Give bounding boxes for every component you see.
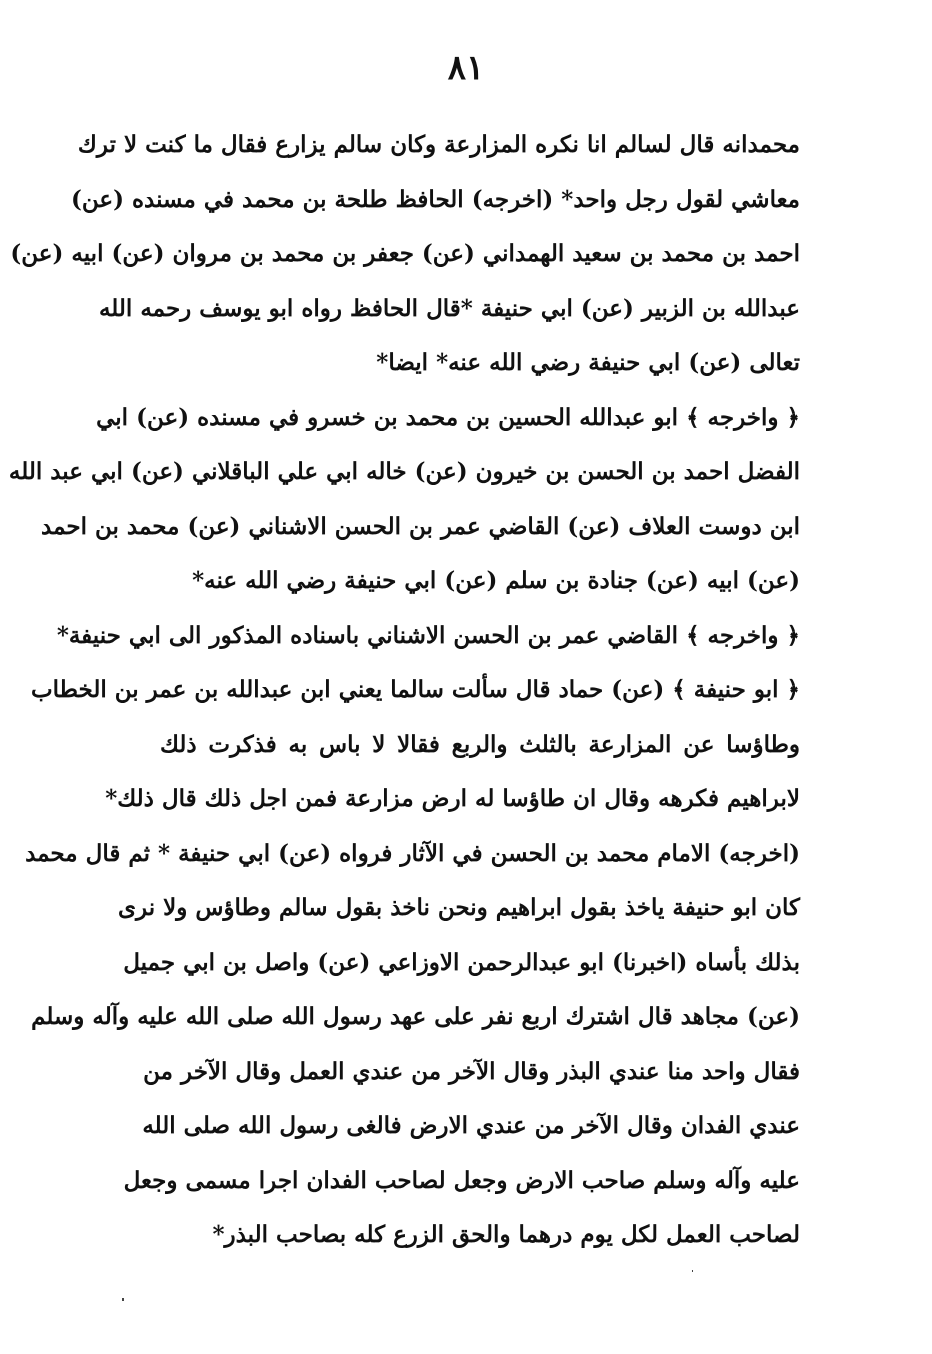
text-line: عبدالله بن الزبير (عن) ابي حنيفة *قال الحافظ رواه ابو يوسف رحمه الله	[98, 294, 800, 322]
text-line: احمد بن محمد بن سعيد الهمداني (عن) جعفر بن محمد بن مروان (عن) ابيه (عن)	[10, 240, 800, 267]
text-line: لصاحب العمل لكل يوم درهما والحق الزرع كله بصاحب البذر*	[212, 1221, 800, 1248]
text-line: ﴿ واخرجه ﴾ القاضي عمر بن الحسن الاشناني باسناده المذكور الى ابي حنيفة*	[56, 621, 800, 649]
text-line: وطاؤسا عن المزارعة بالثلث والربع فقالا لا باس به فذكرت ذلك	[160, 730, 800, 758]
text-line: محمدانه قال لسالم انا نكره المزارعة وكان سالم يزارع فقال ما كنت لا ترك	[77, 131, 800, 158]
text-line: ﴿ واخرجه ﴾ ابو عبدالله الحسين بن محمد بن خسرو في مسنده (عن) ابي	[96, 403, 800, 431]
page-number: ٨١	[447, 48, 485, 88]
text-line: تعالى (عن) ابي حنيفة رضي الله عنه* ايضا*	[376, 349, 800, 376]
scan-speck	[122, 1298, 124, 1301]
text-line: فقال واحد منا عندي البذر وقال الآخر من عندي العمل وقال الآخر من	[143, 1057, 800, 1085]
text-line: عليه وآله وسلم صاحب الارض وجعل لصاحب الفدان اجرا مسمى وجعل	[123, 1166, 800, 1194]
text-line: (اخرجه) الامام محمد بن الحسن في الآثار فرواه (عن) ابي حنيفة * ثم قال محمد	[25, 839, 800, 867]
text-line: عندي الفدان وقال الآخر من عندي الارض فالغى رسول الله صلى الله	[142, 1112, 800, 1139]
text-line: ابن دوست العلاف (عن) القاضي عمر بن الحسن الاشناني (عن) محمد بن احمد	[41, 512, 800, 540]
text-line: لابراهيم فكرهه وقال ان طاؤسا له ارض مزارعة فمن اجل ذلك قال ذلك*	[105, 785, 800, 812]
text-line: بذلك بأساه (اخبرنا) ابو عبدالرحمن الاوزاعي (عن) واصل بن ابي جميل	[123, 948, 800, 976]
text-line: الفضل احمد بن الحسن بن خيرون (عن) خاله ابي علي الباقلاني (عن) ابي عبد الله	[8, 458, 800, 485]
text-line: ﴿ ابو حنيفة ﴾ (عن) حماد قال سألت سالما يعني ابن عبدالله بن عمر بن الخطاب	[30, 676, 800, 703]
text-line: كان ابو حنيفة ياخذ بقول ابراهيم ونحن ناخذ بقول سالم وطاؤس ولا نرى	[118, 894, 800, 921]
text-line: (عن) ابيه (عن) جنادة بن سلم (عن) ابي حنيفة رضي الله عنه*	[192, 567, 800, 594]
text-line: معاشي لقول رجل واحد* (اخرجه) الحافظ طلحة بن محمد في مسنده (عن)	[70, 185, 800, 213]
text-line: (عن) مجاهد قال اشترك اربع نفر على عهد رسول الله صلى الله عليه وآله وسلم	[31, 1003, 800, 1030]
scan-speck	[692, 1270, 693, 1272]
text-body	[8, 118, 800, 1263]
